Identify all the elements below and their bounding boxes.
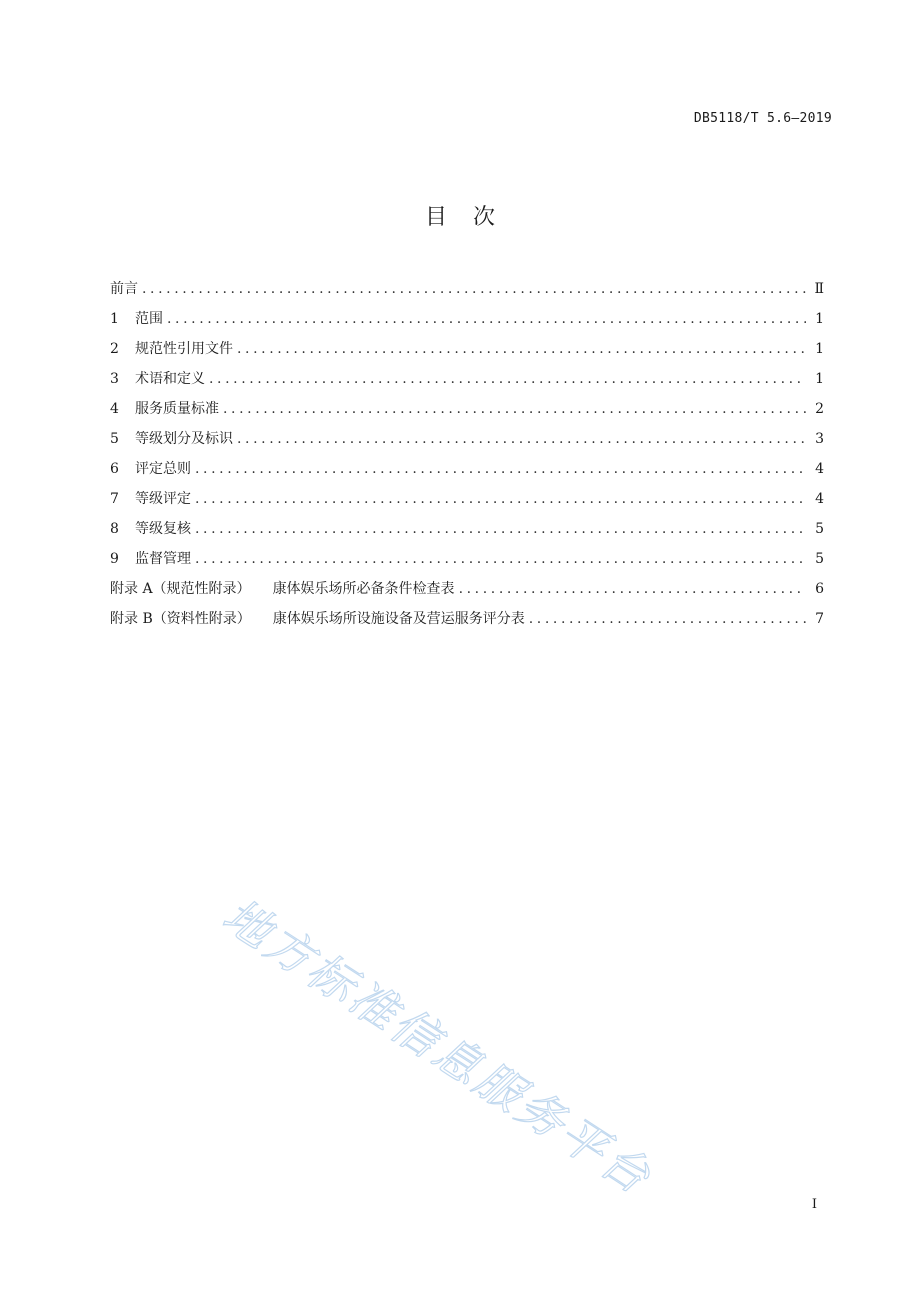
page-number: I (811, 1197, 817, 1212)
toc-entry-page: Ⅱ (814, 281, 824, 297)
toc-title-char-2: 次 (473, 205, 496, 230)
toc-entry-page: 1 (815, 311, 824, 327)
toc-entry-supervision[interactable] (110, 548, 824, 578)
toc-entry-label: 规范性引用文件 (135, 341, 233, 357)
toc-entry-page: 3 (815, 431, 824, 447)
toc-title-char-1: 目 (424, 205, 447, 230)
toc-entry-number: 7 (110, 491, 119, 507)
toc-entry-grade-review[interactable] (110, 518, 824, 548)
toc-entry-label: 监督管理 (135, 551, 191, 567)
toc-leader-dots (529, 608, 806, 630)
toc-entry-label: 等级复核 (135, 521, 191, 537)
toc-leader-dots (237, 338, 806, 360)
toc-entry-appendix-b[interactable] (110, 608, 824, 638)
toc-entry-page: 7 (815, 611, 824, 627)
toc-entry-label: 附录 A（规范性附录） (110, 581, 251, 597)
toc-entry-subtitle: 康体娱乐场所必备条件检查表 (272, 581, 455, 597)
toc-leader-dots (223, 398, 806, 420)
toc-leader-dots (209, 368, 806, 390)
toc-entry-foreword[interactable] (110, 278, 824, 308)
toc-entry-label: 服务质量标准 (135, 401, 219, 417)
toc-entry-page: 5 (815, 521, 824, 537)
toc-entry-label: 范围 (135, 311, 163, 327)
toc-title (0, 200, 920, 231)
toc-leader-dots (237, 428, 806, 450)
toc-entry-label: 术语和定义 (135, 371, 205, 387)
toc-entry-grade-evaluation[interactable] (110, 488, 824, 518)
toc-leader-dots (142, 278, 806, 300)
table-of-contents (110, 278, 824, 638)
toc-leader-dots (459, 578, 806, 600)
toc-entry-label: 前言 (110, 281, 138, 297)
toc-entry-number: 9 (110, 551, 119, 567)
toc-leader-dots (195, 458, 806, 480)
toc-leader-dots (167, 308, 806, 330)
toc-entry-number: 6 (110, 461, 119, 477)
toc-entry-appendix-a[interactable] (110, 578, 824, 608)
toc-entry-number: 3 (110, 371, 119, 387)
toc-leader-dots (195, 548, 806, 570)
toc-entry-page: 4 (815, 491, 824, 507)
toc-entry-grade-classification[interactable] (110, 428, 824, 458)
toc-entry-number: 5 (110, 431, 119, 447)
toc-entry-number: 8 (110, 521, 119, 537)
toc-entry-scope[interactable] (110, 308, 824, 338)
toc-entry-subtitle: 康体娱乐场所设施设备及营运服务评分表 (272, 611, 525, 627)
toc-entry-label: 等级划分及标识 (135, 431, 233, 447)
toc-leader-dots (195, 518, 806, 540)
toc-entry-page: 4 (815, 461, 824, 477)
toc-entry-number: 1 (110, 311, 119, 327)
toc-entry-page: 1 (815, 371, 824, 387)
watermark: 地方标准信息服务平台 (213, 887, 663, 1206)
standard-code: DB5118/T 5.6—2019 (693, 111, 832, 126)
toc-entry-general-rules[interactable] (110, 458, 824, 488)
toc-entry-number: 2 (110, 341, 119, 357)
toc-entry-number: 4 (110, 401, 119, 417)
toc-entry-page: 2 (815, 401, 824, 417)
toc-entry-service-quality[interactable] (110, 398, 824, 428)
toc-leader-dots (195, 488, 806, 510)
toc-entry-label: 评定总则 (135, 461, 191, 477)
toc-entry-label: 等级评定 (135, 491, 191, 507)
toc-entry-page: 5 (815, 551, 824, 567)
toc-entry-normative-references[interactable] (110, 338, 824, 368)
toc-entry-page: 1 (815, 341, 824, 357)
toc-entry-terms-definitions[interactable] (110, 368, 824, 398)
toc-entry-page: 6 (815, 581, 824, 597)
toc-entry-label: 附录 B（资料性附录） (110, 611, 251, 627)
